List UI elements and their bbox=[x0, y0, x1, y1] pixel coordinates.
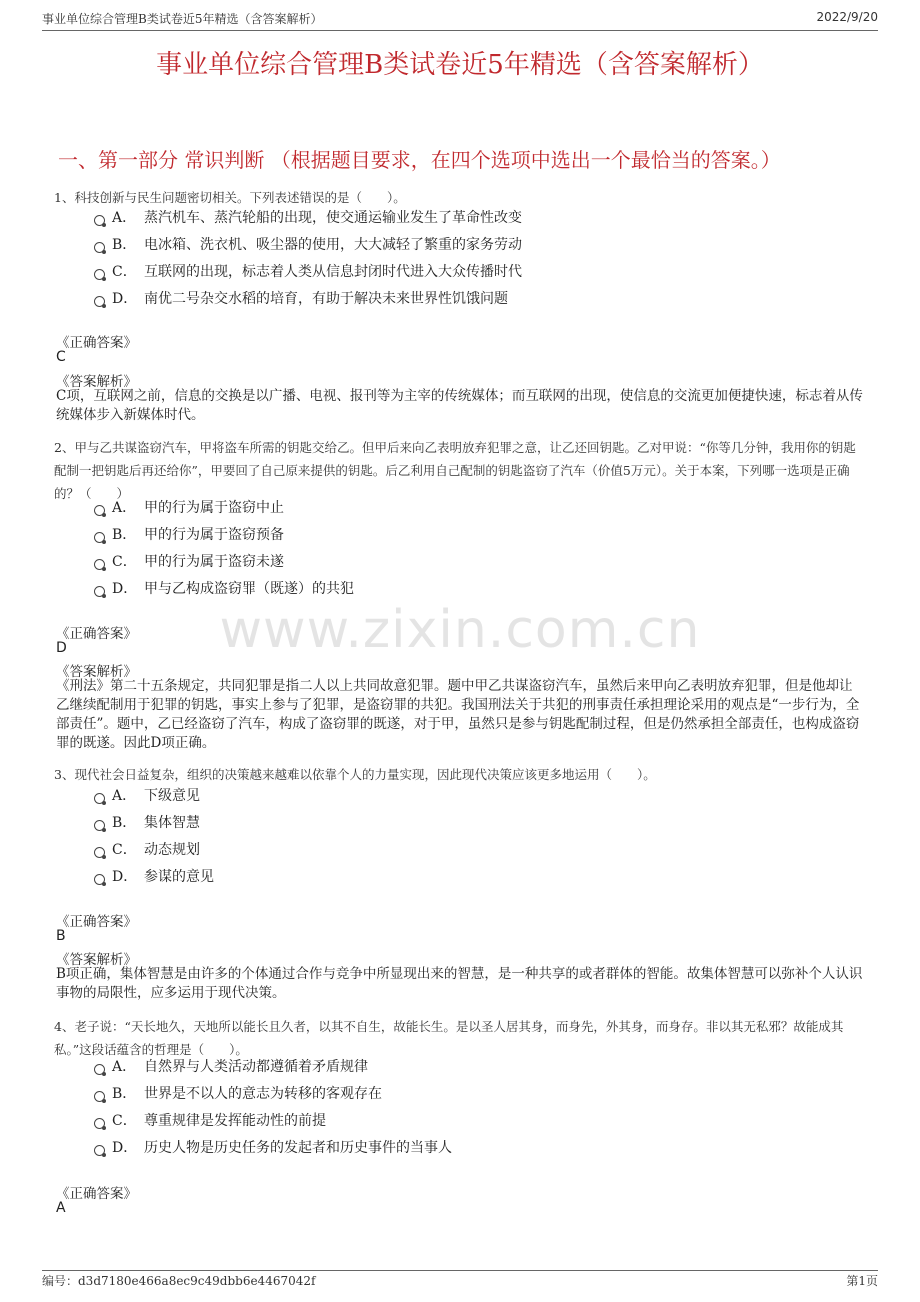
explanation-text: B项正确，集体智慧是由许多的个体通过合作与竞争中所显现出来的智慧，是一种共享的或者群体的智能。故集体智慧可以弥补个人认识事物的局限性，应多运用于现代决策。 bbox=[56, 966, 863, 1001]
explanation-text: 《刑法》第二十五条规定，共同犯罪是指二人以上共同故意犯罪。题中甲乙共谋盗窃汽车，虽然后来甲向乙表明放弃犯罪，但是他却让乙继续配制用于犯罪的钥匙，事实上参与了犯罪，是盗窃罪的共犯。我国刑法关于共犯的刑事责任承担理论采用的观点是“一步行为，全部责任”。题中，乙已经盗窃了汽车，构成了盗窃罪的既遂，对于甲，虽然只是参与钥匙配制过程，但是仍然承担全部责任，也构成盗窃罪的既遂。因此D项正确。 bbox=[56, 678, 860, 751]
header-divider bbox=[42, 30, 878, 31]
document-code: 编号：d3d7180e466a8ec9c49dbb6e4467042f bbox=[42, 1274, 316, 1288]
radio-icon[interactable] bbox=[94, 847, 105, 858]
answer-label: 《正确答案》 bbox=[56, 626, 137, 642]
answer-label: 《正确答案》 bbox=[56, 1186, 137, 1202]
radio-icon[interactable] bbox=[94, 793, 105, 804]
radio-icon[interactable] bbox=[94, 1145, 105, 1156]
radio-icon[interactable] bbox=[94, 586, 105, 597]
header-title: 事业单位综合管理B类试卷近5年精选（含答案解析） bbox=[42, 12, 323, 26]
question-stem: 4、老子说：“天长地久，天地所以能长且久者，以其不自生，故能长生。是以圣人居其身，而身先，外其身，而身存。非以其无私邪？故能成其私。”这段话蕴含的哲理是（ ）。 bbox=[54, 1019, 844, 1057]
explanation-label: 《答案解析》 bbox=[56, 952, 137, 968]
radio-icon[interactable] bbox=[94, 559, 105, 570]
radio-icon[interactable] bbox=[94, 532, 105, 543]
document-title: 事业单位综合管理B类试卷近5年精选（含答案解析） bbox=[156, 50, 764, 80]
header-date: 2022/9/20 bbox=[816, 10, 878, 24]
radio-icon[interactable] bbox=[94, 242, 105, 253]
radio-icon[interactable] bbox=[94, 1091, 105, 1102]
answer-value: A bbox=[56, 1200, 66, 1216]
answer-value: B bbox=[56, 928, 66, 944]
watermark: www.zixin.com.cn bbox=[219, 600, 701, 660]
question-stem: 3、现代社会日益复杂，组织的决策越来越难以依靠个人的力量实现，因此现代决策应该更多地运用（ ）。 bbox=[54, 767, 656, 782]
answer-value: C bbox=[56, 349, 66, 365]
radio-icon[interactable] bbox=[94, 505, 105, 516]
answer-value: D bbox=[56, 640, 67, 656]
answer-label: 《正确答案》 bbox=[56, 335, 137, 351]
radio-icon[interactable] bbox=[94, 296, 105, 307]
explanation-label: 《答案解析》 bbox=[56, 374, 137, 390]
section-heading: 一、第一部分 常识判断 （根据题目要求，在四个选项中选出一个最恰当的答案。） bbox=[58, 148, 781, 172]
explanation-label: 《答案解析》 bbox=[56, 664, 137, 680]
question-stem: 2、甲与乙共谋盗窃汽车，甲将盗车所需的钥匙交给乙。但甲后来向乙表明放弃犯罪之意，让乙还回钥匙。乙对甲说：“你等几分钟，我用你的钥匙配制一把钥匙后再还给你”，甲要回了自己原来提供的钥匙。后乙利用自己配制的钥匙盗窃了汽车（价值5万元）。关于本案，下列哪一选项是正确的？（ ） bbox=[54, 440, 856, 501]
radio-icon[interactable] bbox=[94, 269, 105, 280]
explanation-text: C项，互联网之前，信息的交换是以广播、电视、报刊等为主宰的传统媒体；而互联网的出现，使信息的交流更加便捷快速，标志着从传统媒体步入新媒体时代。 bbox=[56, 388, 863, 423]
radio-icon[interactable] bbox=[94, 1118, 105, 1129]
answer-label: 《正确答案》 bbox=[56, 914, 137, 930]
radio-icon[interactable] bbox=[94, 820, 105, 831]
footer-divider bbox=[42, 1270, 878, 1271]
page-number: 第1页 bbox=[846, 1274, 878, 1288]
question-stem: 1、科技创新与民生问题密切相关。下列表述错误的是（ ）。 bbox=[54, 190, 406, 205]
page-header bbox=[42, 10, 878, 30]
radio-icon[interactable] bbox=[94, 215, 105, 226]
radio-icon[interactable] bbox=[94, 874, 105, 885]
radio-icon[interactable] bbox=[94, 1064, 105, 1075]
